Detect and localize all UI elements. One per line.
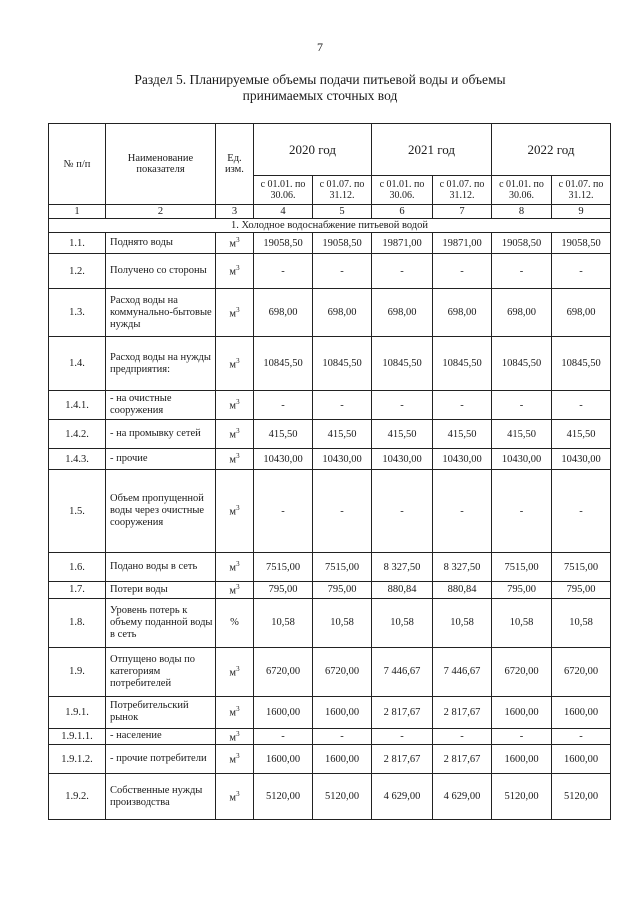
value-cell: 1600,00: [492, 696, 552, 728]
value-cell: -: [433, 391, 492, 420]
value-cell: 2 817,67: [433, 696, 492, 728]
value-cell: 19058,50: [552, 233, 611, 254]
value-cell: 19058,50: [492, 233, 552, 254]
header-name: Наименование показателя: [106, 124, 216, 205]
value-cell: 415,50: [372, 420, 433, 449]
value-cell: 4 629,00: [433, 774, 492, 820]
value-cell: 10845,50: [313, 337, 372, 391]
header-period: с 01.01. по 30.06.: [372, 176, 433, 205]
value-cell: -: [492, 728, 552, 745]
value-cell: 10430,00: [254, 449, 313, 470]
value-cell: 2 817,67: [372, 745, 433, 774]
table-row: [49, 449, 611, 470]
row-name: Поднято воды: [106, 233, 216, 254]
header-period: с 01.01. по 30.06.: [492, 176, 552, 205]
value-cell: -: [313, 728, 372, 745]
row-number: 1.8.: [49, 598, 106, 647]
row-number: 1.4.2.: [49, 420, 106, 449]
value-cell: 10845,50: [552, 337, 611, 391]
row-name: - прочие: [106, 449, 216, 470]
row-unit: $м^3$: [216, 582, 254, 599]
row-number: 1.9.2.: [49, 774, 106, 820]
table-row: [49, 696, 611, 728]
table-row: [49, 582, 611, 599]
value-cell: 698,00: [433, 289, 492, 337]
value-cell: 4 629,00: [372, 774, 433, 820]
row-unit: $м^3$: [216, 696, 254, 728]
header-year-2021: 2021 год: [372, 124, 492, 176]
value-cell: 7 446,67: [372, 647, 433, 696]
row-number: 1.4.: [49, 337, 106, 391]
value-cell: -: [254, 728, 313, 745]
row-number: 1.9.: [49, 647, 106, 696]
value-cell: -: [313, 254, 372, 289]
value-cell: -: [492, 391, 552, 420]
value-cell: 1600,00: [552, 696, 611, 728]
value-cell: -: [372, 254, 433, 289]
value-cell: 19058,50: [313, 233, 372, 254]
row-number: 1.9.1.: [49, 696, 106, 728]
value-cell: -: [552, 254, 611, 289]
value-cell: 415,50: [433, 420, 492, 449]
value-cell: 8 327,50: [433, 553, 492, 582]
value-cell: -: [254, 254, 313, 289]
row-unit: $м^3$: [216, 728, 254, 745]
value-cell: 1600,00: [313, 696, 372, 728]
value-cell: -: [492, 254, 552, 289]
header-year-2022: 2022 год: [492, 124, 611, 176]
row-unit: $м^3$: [216, 470, 254, 553]
table-row: [49, 598, 611, 647]
value-cell: 698,00: [372, 289, 433, 337]
value-cell: 7515,00: [313, 553, 372, 582]
row-name: - на промывку сетей: [106, 420, 216, 449]
value-cell: 795,00: [552, 582, 611, 599]
row-number: 1.5.: [49, 470, 106, 553]
value-cell: 698,00: [313, 289, 372, 337]
value-cell: 7515,00: [254, 553, 313, 582]
row-name: - население: [106, 728, 216, 745]
column-number: 1: [49, 205, 106, 219]
value-cell: 5120,00: [492, 774, 552, 820]
value-cell: -: [313, 470, 372, 553]
table-row: [49, 420, 611, 449]
value-cell: -: [254, 391, 313, 420]
table-row: [49, 774, 611, 820]
header-period: с 01.01. по 30.06.: [254, 176, 313, 205]
column-number: 7: [433, 205, 492, 219]
column-number: 2: [106, 205, 216, 219]
column-number: 6: [372, 205, 433, 219]
value-cell: 2 817,67: [433, 745, 492, 774]
section-row: 1. Холодное водоснабжение питьевой водой: [49, 219, 611, 233]
header-period: с 01.07. по 31.12.: [433, 176, 492, 205]
value-cell: -: [254, 470, 313, 553]
value-cell: 10,58: [313, 598, 372, 647]
header-num: № п/п: [49, 124, 106, 205]
value-cell: 415,50: [492, 420, 552, 449]
value-cell: 1600,00: [254, 696, 313, 728]
header-unit: Ед. изм.: [216, 124, 254, 205]
row-number: 1.6.: [49, 553, 106, 582]
row-unit: $м^3$: [216, 254, 254, 289]
value-cell: 5120,00: [552, 774, 611, 820]
value-cell: 415,50: [552, 420, 611, 449]
value-cell: 7 446,67: [433, 647, 492, 696]
water-volumes-table: [48, 123, 611, 820]
value-cell: 1600,00: [552, 745, 611, 774]
value-cell: 10430,00: [313, 449, 372, 470]
value-cell: 6720,00: [492, 647, 552, 696]
value-cell: 10,58: [372, 598, 433, 647]
value-cell: -: [433, 254, 492, 289]
value-cell: 6720,00: [313, 647, 372, 696]
table-row: [49, 553, 611, 582]
row-number: 1.7.: [49, 582, 106, 599]
value-cell: 415,50: [313, 420, 372, 449]
value-cell: 10845,50: [372, 337, 433, 391]
value-cell: 10845,50: [433, 337, 492, 391]
row-unit: $м^3$: [216, 745, 254, 774]
table-row: [49, 233, 611, 254]
value-cell: 5120,00: [254, 774, 313, 820]
row-name: Расход воды на коммунально-бытовые нужды: [106, 289, 216, 337]
value-cell: 10430,00: [492, 449, 552, 470]
row-name: - на очистные сооружения: [106, 391, 216, 420]
row-number: 1.9.1.2.: [49, 745, 106, 774]
header-period: с 01.07. по 31.12.: [552, 176, 611, 205]
value-cell: 1600,00: [254, 745, 313, 774]
row-name: Уровень потерь к объему поданной воды в сеть: [106, 598, 216, 647]
row-name: Отпущено воды по категориям потребителей: [106, 647, 216, 696]
row-number: 1.4.3.: [49, 449, 106, 470]
value-cell: 10845,50: [492, 337, 552, 391]
value-cell: 10,58: [254, 598, 313, 647]
value-cell: 415,50: [254, 420, 313, 449]
row-unit: $м^3$: [216, 391, 254, 420]
value-cell: 7515,00: [552, 553, 611, 582]
row-unit: $м^3$: [216, 420, 254, 449]
value-cell: -: [552, 470, 611, 553]
row-number: 1.2.: [49, 254, 106, 289]
value-cell: 10430,00: [433, 449, 492, 470]
value-cell: -: [372, 391, 433, 420]
column-number: 3: [216, 205, 254, 219]
table-row: [49, 337, 611, 391]
value-cell: 698,00: [492, 289, 552, 337]
value-cell: 698,00: [552, 289, 611, 337]
value-cell: 5120,00: [313, 774, 372, 820]
value-cell: -: [433, 728, 492, 745]
value-cell: 880,84: [372, 582, 433, 599]
value-cell: 10845,50: [254, 337, 313, 391]
column-number: 5: [313, 205, 372, 219]
value-cell: -: [492, 470, 552, 553]
row-unit: $м^3$: [216, 289, 254, 337]
table-row: [49, 254, 611, 289]
value-cell: -: [552, 391, 611, 420]
value-cell: -: [372, 728, 433, 745]
value-cell: 10430,00: [552, 449, 611, 470]
table-row: [49, 728, 611, 745]
value-cell: 19871,00: [372, 233, 433, 254]
row-unit: $м^3$: [216, 337, 254, 391]
value-cell: -: [433, 470, 492, 553]
row-number: 1.3.: [49, 289, 106, 337]
row-unit: $м^3$: [216, 553, 254, 582]
page-number: 7: [317, 40, 323, 54]
table-row: [49, 745, 611, 774]
value-cell: 1600,00: [492, 745, 552, 774]
value-cell: 880,84: [433, 582, 492, 599]
value-cell: -: [552, 728, 611, 745]
value-cell: 795,00: [492, 582, 552, 599]
value-cell: 19871,00: [433, 233, 492, 254]
column-number: 8: [492, 205, 552, 219]
row-unit: $м^3$: [216, 647, 254, 696]
value-cell: -: [372, 470, 433, 553]
row-unit: $м^3$: [216, 774, 254, 820]
header-year-2020: 2020 год: [254, 124, 372, 176]
column-number: 9: [552, 205, 611, 219]
row-number: 1.9.1.1.: [49, 728, 106, 745]
value-cell: 10430,00: [372, 449, 433, 470]
value-cell: 10,58: [433, 598, 492, 647]
row-unit: %: [216, 598, 254, 647]
value-cell: 8 327,50: [372, 553, 433, 582]
row-name: Потери воды: [106, 582, 216, 599]
row-number: 1.4.1.: [49, 391, 106, 420]
value-cell: 698,00: [254, 289, 313, 337]
value-cell: 6720,00: [254, 647, 313, 696]
value-cell: 795,00: [254, 582, 313, 599]
table-row: [49, 289, 611, 337]
section-title-heading: [60, 72, 580, 104]
title-line-2: принимаемых сточных вод: [242, 88, 398, 103]
value-cell: 7515,00: [492, 553, 552, 582]
value-cell: 795,00: [313, 582, 372, 599]
value-cell: 19058,50: [254, 233, 313, 254]
row-unit: $м^3$: [216, 449, 254, 470]
row-name: Собственные нужды производства: [106, 774, 216, 820]
value-cell: 10,58: [552, 598, 611, 647]
table-row: [49, 470, 611, 553]
row-name: Подано воды в сеть: [106, 553, 216, 582]
table-row: [49, 391, 611, 420]
row-name: Объем пропущенной воды через очистные сооружения: [106, 470, 216, 553]
row-name: Расход воды на нужды предприятия:: [106, 337, 216, 391]
table-row: [49, 647, 611, 696]
column-number: 4: [254, 205, 313, 219]
row-name: Получено со стороны: [106, 254, 216, 289]
row-name: Потребительский рынок: [106, 696, 216, 728]
value-cell: 6720,00: [552, 647, 611, 696]
row-name: - прочие потребители: [106, 745, 216, 774]
row-number: 1.1.: [49, 233, 106, 254]
value-cell: 10,58: [492, 598, 552, 647]
value-cell: 1600,00: [313, 745, 372, 774]
header-period: с 01.07. по 31.12.: [313, 176, 372, 205]
title-line-1: Раздел 5. Планируемые объемы подачи питьевой воды и объемы: [134, 72, 506, 87]
value-cell: -: [313, 391, 372, 420]
value-cell: 2 817,67: [372, 696, 433, 728]
row-unit: $м^3$: [216, 233, 254, 254]
